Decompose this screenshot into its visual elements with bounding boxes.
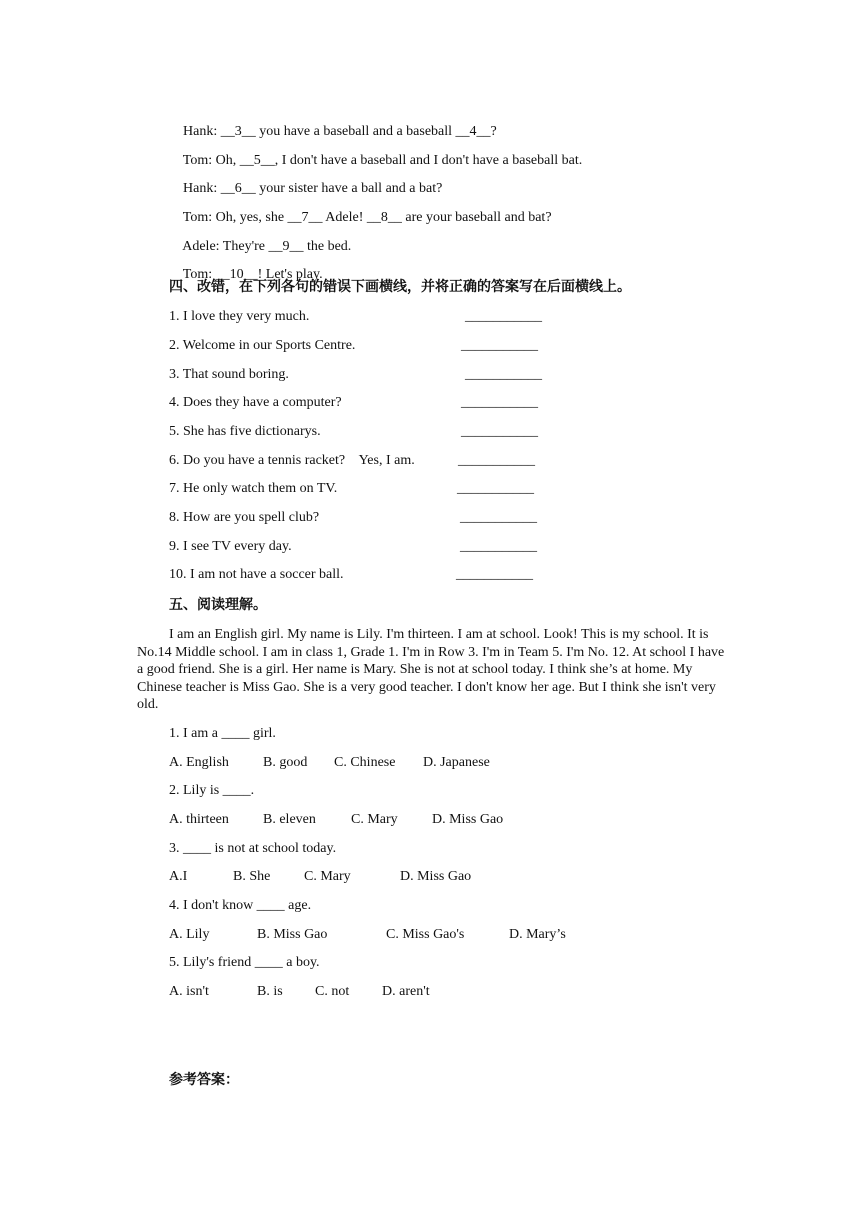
option-c: C. Chinese — [334, 755, 396, 770]
option-d: D. Miss Gao — [432, 812, 504, 827]
dialogue-text: the bed. — [303, 239, 352, 254]
answers-title: 参考答案： — [169, 1072, 239, 1088]
answer-blank: ___________ — [465, 309, 542, 324]
answer-blank: ___________ — [461, 338, 538, 353]
dialogue-text: Hank: — [183, 181, 221, 196]
option-b: B. Miss Gao — [257, 927, 328, 942]
blank-4: __4__ — [455, 124, 491, 139]
correction-item: 5. She has five dictionarys. — [169, 424, 321, 439]
option-c: C. not — [315, 984, 350, 999]
answer-blank: ___________ — [457, 481, 534, 496]
option-b: B. She — [233, 869, 271, 884]
dialogue-text: your sister have a ball and a bat? — [255, 181, 443, 196]
section-5-title: 五、阅读理解。 — [169, 597, 267, 613]
question: 4. I don't know ____ age. — [169, 898, 312, 913]
correction-item: 7. He only watch them on TV. — [169, 481, 338, 496]
dialogue-text: you have a baseball and a baseball — [255, 124, 456, 139]
option-d: D. Mary’s — [509, 927, 566, 942]
option-b: B. is — [257, 984, 283, 999]
blank-10: __10__ — [215, 267, 258, 282]
answer-blank: ___________ — [460, 539, 537, 554]
blank-9: __9__ — [268, 239, 304, 254]
correction-item: 9. I see TV every day. — [169, 539, 292, 554]
correction-item: 6. Do you have a tennis racket? Yes, I am. — [169, 453, 415, 468]
option-c: C. Mary — [304, 869, 351, 884]
question: 5. Lily's friend ____ a boy. — [169, 955, 320, 970]
correction-item: 2. Welcome in our Sports Centre. — [169, 338, 356, 353]
blank-5: __5__ — [239, 153, 275, 168]
answer-blank: ___________ — [458, 453, 535, 468]
answer-blank: ___________ — [456, 567, 533, 582]
option-d: D. Japanese — [423, 755, 490, 770]
dialogue-text: , I don't have a baseball and I don't have a baseball bat. — [274, 153, 583, 168]
option-b: B. good — [263, 755, 308, 770]
blank-3: __3__ — [220, 124, 256, 139]
dialogue-text: ! Let's play. — [257, 267, 323, 282]
correction-item: 10. I am not have a soccer ball. — [169, 567, 344, 582]
blank-8: __8__ — [366, 210, 402, 225]
passage-text: I am an English girl. My name is Lily. I'm thirteen. I am at school. Look! This is my school. It is No.14 Middle school. I am in class 1, Grade 1. I'm in Row 3. I'm in Team 5. I'm No. 12. At school I have a good friend. She is a girl. Her name is Mary. She is not at school today. I think she’s at home. My Chinese teacher is Miss Gao. She is a very good teacher. I don't know her age. But I think she isn't very old. — [137, 627, 725, 712]
question: 1. I am a ____ girl. — [169, 726, 276, 741]
option-d: D. Miss Gao — [400, 869, 472, 884]
dialogue-text: Hank: — [183, 124, 221, 139]
dialogue-text: Tom: Oh, yes, she — [182, 210, 288, 225]
option-c: C. Mary — [351, 812, 398, 827]
option-c: C. Miss Gao's — [386, 927, 465, 942]
dialogue-text: Tom: Oh, — [182, 153, 240, 168]
option-a: A. Lily — [169, 927, 210, 942]
dialogue-text: are your baseball and bat? — [401, 210, 552, 225]
option-a: A. isn't — [169, 984, 209, 999]
answer-blank: ___________ — [461, 395, 538, 410]
answer-blank: ___________ — [465, 367, 542, 382]
correction-item: 4. Does they have a computer? — [169, 395, 342, 410]
question: 3. ____ is not at school today. — [169, 841, 337, 856]
option-b: B. eleven — [263, 812, 316, 827]
section-4-title: 四、改错，在下列各句的错误下画横线，并将正确的答案写在后面横线上。 — [169, 279, 631, 295]
dialogue-text: Adele! — [322, 210, 367, 225]
correction-item: 3. That sound boring. — [169, 367, 289, 382]
reading-passage — [137, 626, 731, 714]
question: 2. Lily is ____. — [169, 783, 255, 798]
correction-item: 8. How are you spell club? — [169, 510, 320, 525]
option-a: A. thirteen — [169, 812, 229, 827]
correction-item: 1. I love they very much. — [169, 309, 310, 324]
answer-blank: ___________ — [461, 424, 538, 439]
dialogue-text: Adele: They're — [182, 239, 269, 254]
blank-6: __6__ — [220, 181, 256, 196]
blank-7: __7__ — [287, 210, 323, 225]
option-a: A. English — [169, 755, 229, 770]
dialogue-text: ? — [490, 124, 497, 139]
answer-blank: ___________ — [460, 510, 537, 525]
option-a: A.I — [169, 869, 188, 884]
dialogue-text: Tom: — [182, 267, 216, 282]
option-d: D. aren't — [382, 984, 430, 999]
